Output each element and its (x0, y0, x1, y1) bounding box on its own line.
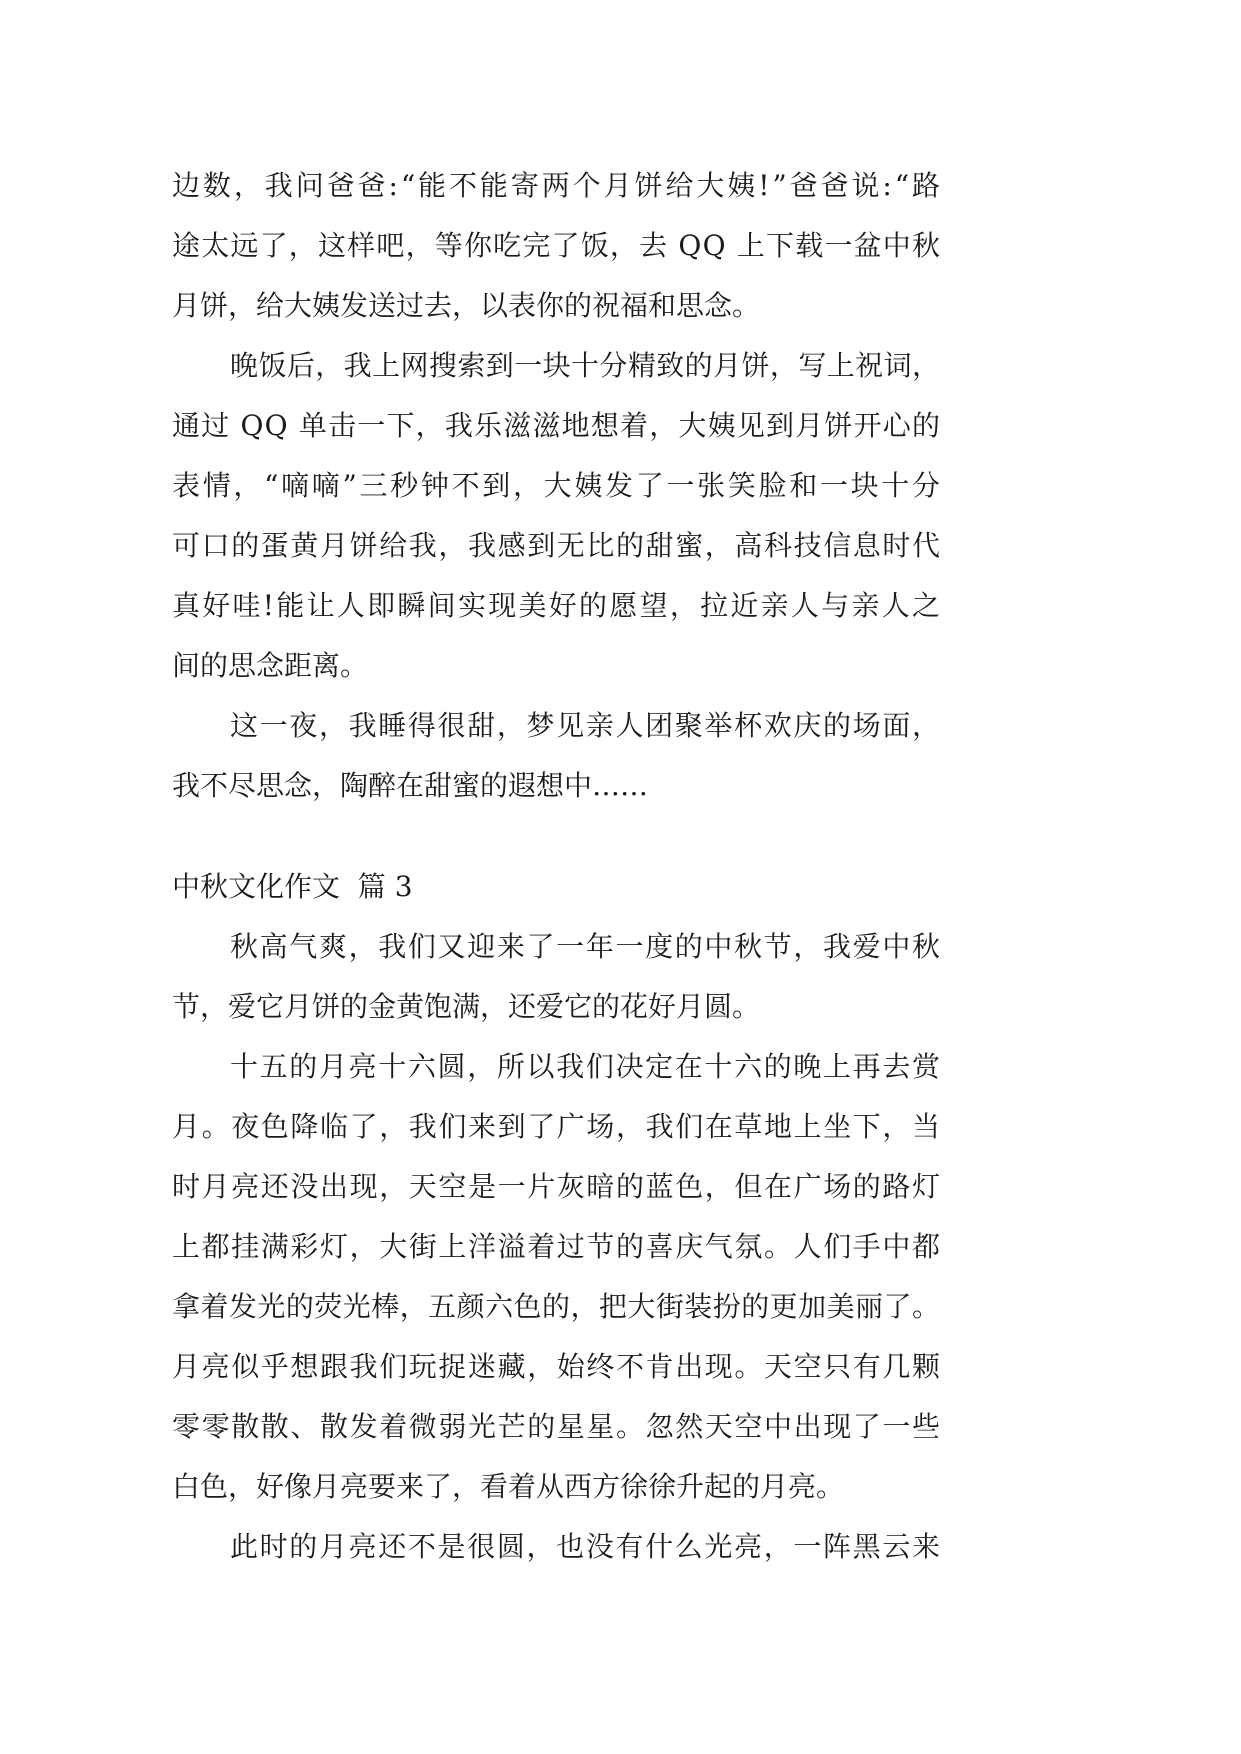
paragraph-line (172, 1457, 940, 1517)
line-text: 零零散散、散发着微弱光芒的星星。忽然天空中出现了一些 (172, 1410, 942, 1443)
document-body (172, 156, 943, 1577)
line-text: 上都挂满彩灯，大街上洋溢着过节的喜庆气氛。人们手中都 (172, 1230, 942, 1263)
line-text: 月饼，给大姨发送过去，以表你的祝福和思念。 (172, 289, 761, 322)
paragraph-line (172, 276, 940, 336)
line-text: 时月亮还没出现，天空是一片灰暗的蓝色，但在广场的路灯 (172, 1170, 942, 1203)
line-text: 我不尽思念，陶醉在甜蜜的遐想中…… (172, 769, 649, 802)
line-text: 节，爱它月饼的金黄饱满，还爱它的花好月圆。 (172, 990, 761, 1023)
line-text: 拿着发光的荧光棒，五颜六色的，把大街装扮的更加美丽了。 (172, 1290, 941, 1323)
paragraph-line (172, 156, 943, 216)
section-heading: 中秋文化作文 篇 3 (172, 870, 413, 903)
paragraph-line (172, 917, 940, 977)
line-text: 通过 QQ 单击一下，我乐滋滋地想着，大姨见到月饼开心的 (172, 409, 942, 442)
paragraph (172, 336, 943, 696)
line-text: 秋高气爽，我们又迎来了一年一度的中秋节，我爱中秋 (230, 930, 942, 963)
paragraph-line (172, 696, 940, 756)
paragraph-line (172, 1217, 940, 1277)
paragraph-line (172, 1337, 940, 1397)
line-text: 边数，我问爸爸:“能不能寄两个月饼给大姨!”爸爸说:“路 (172, 169, 943, 202)
paragraph-line (172, 1097, 940, 1157)
line-text: 这一夜，我睡得很甜，梦见亲人团聚举杯欢庆的场面， (230, 709, 942, 742)
line-text: 晚饭后，我上网搜索到一块十分精致的月饼，写上祝词， (230, 349, 941, 382)
line-text: 真好哇!能让人即瞬间实现美好的愿望，拉近亲人与亲人之 (172, 589, 943, 622)
paragraph-line (172, 456, 943, 516)
line-text: 白色，好像月亮要来了，看着从西方徐徐升起的月亮。 (172, 1470, 845, 1503)
paragraph (172, 917, 940, 1037)
paragraph-line (172, 1397, 940, 1457)
paragraph-line (172, 396, 940, 456)
line-text: 间的思念距离。 (172, 649, 369, 682)
paragraph (172, 156, 943, 336)
paragraph-line (172, 336, 940, 396)
paragraph-line (172, 1037, 940, 1097)
paragraph-line (172, 1157, 940, 1217)
line-text: 月。夜色降临了，我们来到了广场，我们在草地上坐下，当 (172, 1110, 942, 1143)
paragraph (172, 696, 940, 816)
line-text: 途太远了，这样吧，等你吃完了饭，去 QQ 上下载一盆中秋 (172, 229, 942, 262)
paragraph (172, 1517, 940, 1577)
paragraph-line (172, 216, 940, 276)
line-text: 此时的月亮还不是很圆，也没有什么光亮，一阵黑云来 (230, 1530, 942, 1563)
paragraph-line (172, 1517, 940, 1577)
paragraph-line (172, 516, 940, 576)
paragraph (172, 1037, 940, 1517)
paragraph-line (172, 636, 940, 696)
line-text: 月亮似乎想跟我们玩捉迷藏，始终不肯出现。天空只有几颗 (172, 1350, 942, 1383)
line-text: 十五的月亮十六圆，所以我们决定在十六的晚上再去赏 (230, 1050, 942, 1083)
line-text: 可口的蛋黄月饼给我，我感到无比的甜蜜，高科技信息时代 (172, 529, 942, 562)
paragraph-line (172, 977, 940, 1037)
paragraph-line (172, 756, 940, 816)
line-text: 表情，“嘀嘀”三秒钟不到，大姨发了一张笑脸和一块十分 (172, 469, 943, 502)
paragraph-line (172, 576, 943, 636)
paragraph-line (172, 1277, 940, 1337)
